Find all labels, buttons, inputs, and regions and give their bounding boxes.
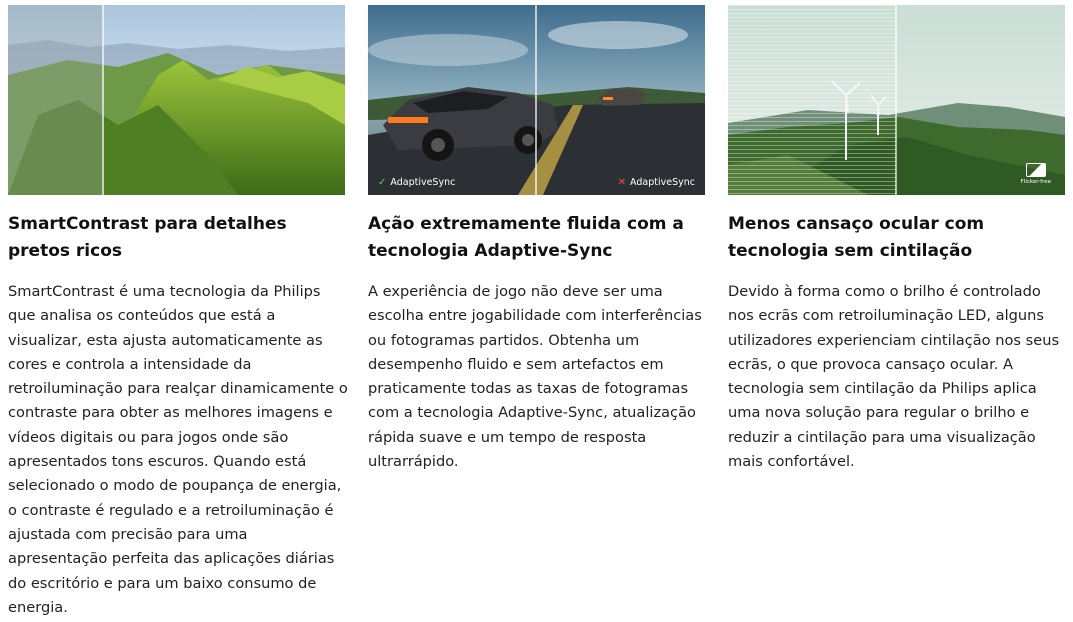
close-icon: ✕: [617, 177, 627, 188]
feature-card-flicker-free: [728, 5, 1065, 474]
flicker-free-logo: [1021, 163, 1051, 185]
feature-title: Menos cansaço ocular com tecnologia sem cintilação: [728, 214, 985, 261]
adaptive-sync-off-badge: [618, 177, 695, 188]
feature-title: Ação extremamente fluida com a tecnologia Adaptive-Sync: [368, 214, 684, 261]
adaptive-sync-image: [368, 5, 705, 195]
monitor-icon: [1026, 163, 1046, 177]
badge-label: AdaptiveSync: [390, 177, 456, 188]
feature-title: SmartContrast para detalhes pretos ricos: [8, 214, 287, 261]
logo-label: Flicker-free: [1020, 179, 1051, 185]
feature-description: Devido à forma como o brilho é controlado nos ecrãs com retroiluminação LED, alguns utilizadores experienciam cintilação nos seus ecrãs, o que provoca cansaço ocular. A tecnologia sem cintilação da Philips aplica uma nova solução para regular o brilho e reduzir a cintilação para uma visualização mais confortável.: [728, 283, 1060, 471]
flicker-free-image: [728, 5, 1065, 195]
feature-description: A experiência de jogo não deve ser uma escolha entre jogabilidade com interferências ou fotogramas partidos. Obtenha um desempenho fluido e sem artefactos em praticamente todas as taxas de fotogramas com a tecnologia Adaptive-Sync, atualização rápida suave e um tempo de resposta ultrarrápido.: [368, 283, 702, 471]
check-icon: ✓: [378, 177, 387, 188]
badge-label: AdaptiveSync: [630, 177, 695, 188]
feature-description: SmartContrast é uma tecnologia da Philips que analisa os conteúdos que está a visualizar, esta ajusta automaticamente as cores e controla a intensidade da retroiluminação para realçar dinamicamente o contraste para obter as melhores imagens e vídeos digitais ou para jogos onde são apresentados tons escuros. Quando está selecionado o modo de poupança de energia, o contraste é regulado e a retroiluminação é ajustada com precisão para uma apresentação perfeita das aplicações diárias do escritório e para um baixo consumo de energia.: [8, 283, 348, 616]
feature-card-adaptive-sync: [368, 5, 705, 474]
smartcontrast-image: [8, 5, 345, 195]
feature-card-smartcontrast: [8, 5, 348, 620]
adaptive-sync-on-badge: [378, 177, 455, 188]
